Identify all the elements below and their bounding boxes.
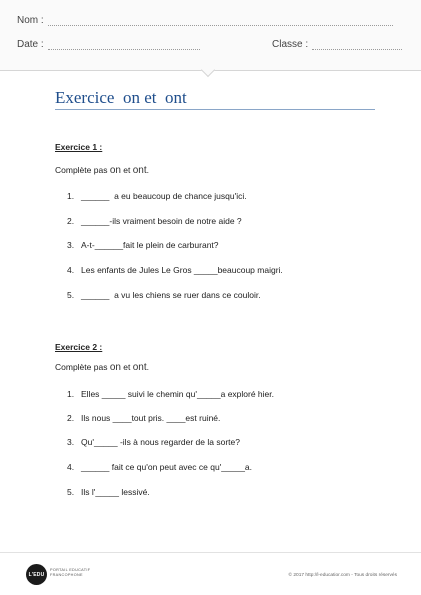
item-number: 2. [67,216,75,226]
instruction-prefix: Complète pas [55,165,110,175]
item-number: 5. [67,290,75,300]
exercise-1-item-2[interactable] [67,216,242,226]
item-sentence: ______ a vu les chiens se ruer dans ce couloir. [81,290,261,300]
instruction-suffix: . [146,165,150,175]
class-line[interactable] [312,41,402,50]
exercise-1-item-1[interactable] [67,191,247,201]
exercise-2-item-3[interactable] [67,437,240,447]
item-sentence: Ils l'_____ lessivé. [81,487,150,497]
item-sentence: ______-ils vraiment besoin de notre aide ? [81,216,242,226]
header-band [0,0,421,71]
exercise-1-item-4[interactable] [67,265,283,275]
exercise-1-instruction [55,165,149,176]
item-number: 4. [67,265,75,275]
exercise-2-item-2[interactable] [67,413,220,423]
item-number: 1. [67,389,75,399]
exercise-2-item-1[interactable] [67,389,274,399]
ledu-logo: L'EDU [26,564,47,585]
instruction-suffix: . [146,362,150,372]
logo-caption [50,568,90,578]
date-field[interactable] [17,39,200,50]
item-sentence: Ils nous ____tout pris. ____est ruiné. [81,413,221,423]
item-sentence: Elles _____ suivi le chemin qu'_____a exploré hier. [81,389,274,399]
item-sentence: Les enfants de Jules Le Gros _____beaucoup maigri. [81,265,283,275]
item-number: 5. [67,487,75,497]
item-sentence: Qu'_____ -ils à nous regarder de la sorte? [81,437,240,447]
item-number: 1. [67,191,75,201]
logo-caption-line-1: PORTAIL EDUCATIF [50,568,91,572]
keyword-on: on [109,165,121,176]
keyword-on: on [109,362,121,373]
instruction-connector: et [120,165,133,175]
item-sentence: ______ a eu beaucoup de chance jusqu'ici. [81,191,247,201]
logo-caption-line-2: FRANCOPHONE [50,573,83,577]
item-number: 4. [67,462,75,472]
item-sentence: A-t-______fait le plein de carburant? [81,240,219,250]
class-label: Classe : [272,39,309,50]
exercise-2-item-5[interactable] [67,487,150,497]
exercise-1-item-3[interactable] [67,240,219,250]
keyword-ont: ont [132,165,147,176]
page-title: Exercice on et ont [55,88,375,110]
item-sentence: ______ fait ce qu'on peut avec ce qu'_____a. [81,462,253,472]
keyword-ont: ont [132,362,147,373]
item-number: 2. [67,413,75,423]
instruction-connector: et [120,362,133,372]
class-field[interactable] [272,39,402,50]
footer-divider [0,552,421,553]
date-label: Date : [17,39,44,50]
exercise-2-instruction [55,362,149,373]
exercise-2-heading: Exercice 2 : [55,342,103,352]
copyright-notice: © 2017 http://l-educatior.com - Tous droits réservés [288,573,397,578]
exercise-1-item-5[interactable] [67,290,261,300]
exercise-1-heading: Exercice 1 : [55,142,103,152]
name-field[interactable] [17,15,393,26]
exercise-2-item-4[interactable] [67,462,252,472]
name-label: Nom : [17,15,44,26]
instruction-prefix: Complète pas [55,362,110,372]
date-line[interactable] [48,41,200,50]
name-line[interactable] [48,17,393,26]
item-number: 3. [67,240,75,250]
item-number: 3. [67,437,75,447]
